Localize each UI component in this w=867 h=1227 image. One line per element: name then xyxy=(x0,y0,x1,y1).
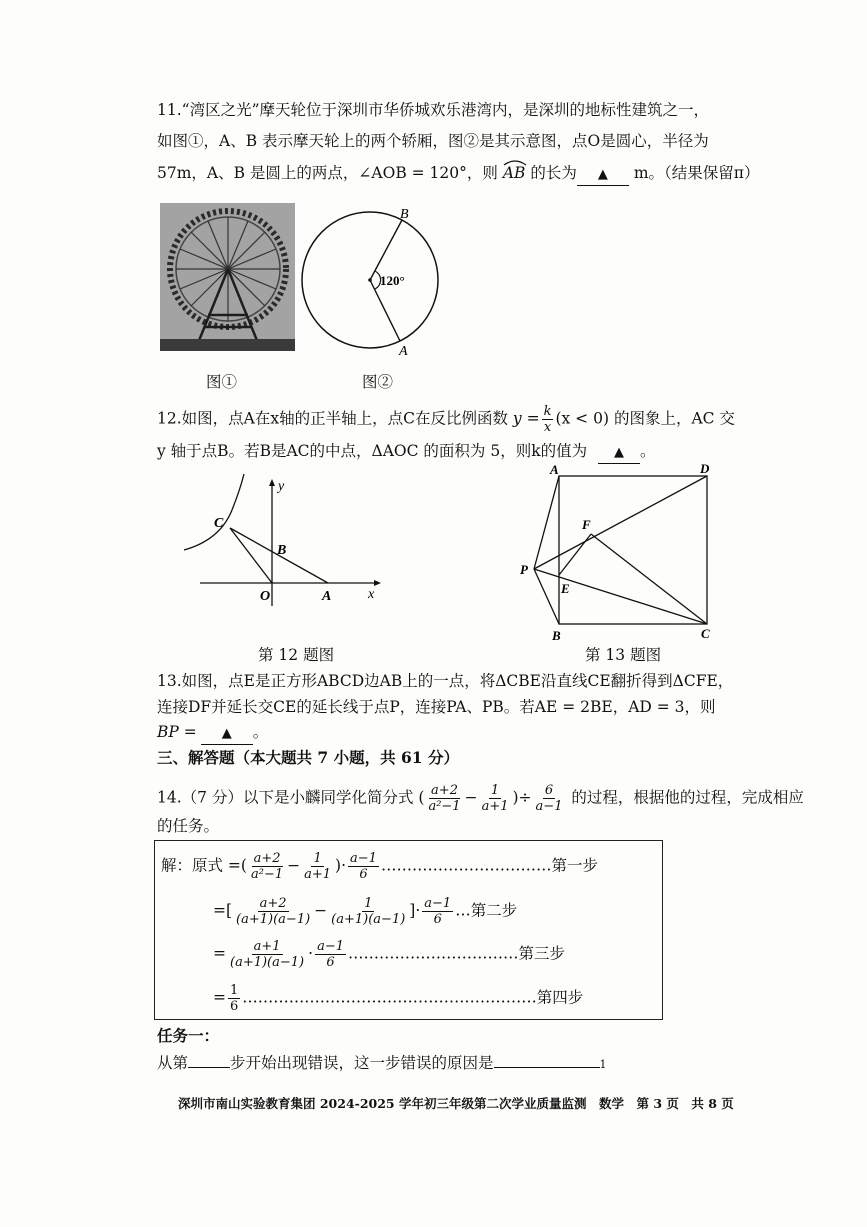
q11-line3-c: m。（结果保留π） xyxy=(633,164,760,182)
q12-line2: y 轴于点B。若B是AC的中点，ΔAOC 的面积为 5，则k的值为 ▲ 。 xyxy=(157,441,656,464)
task-one-title: 任务一： xyxy=(157,1026,220,1045)
q11-line3-b: 的长为 xyxy=(530,164,577,182)
q13-line1: 13.如图，点E是正方形ABCD边AB上的一点，将ΔCBE沿直线CE翻折得到ΔCFE， xyxy=(157,672,734,690)
q11-line3 xyxy=(157,163,759,186)
fig12-label-b: B xyxy=(277,543,287,558)
q14-frac1: $\frac{a+2}{\text{a²−1}}$ xyxy=(428,783,461,814)
fig13-label-b: B xyxy=(552,628,561,643)
task-reason-blank[interactable] xyxy=(494,1067,600,1068)
fig13-label-e: E xyxy=(561,581,570,596)
q12-line1-b: 的图象上，AC 交 xyxy=(613,409,735,428)
task-line-a: 从第 xyxy=(157,1054,189,1072)
fig13-label-c: C xyxy=(701,626,710,641)
fig13-caption: 第 13 题图 xyxy=(585,646,662,664)
step2-label: 第二步 xyxy=(470,901,518,920)
ferris-wheel-photo xyxy=(160,203,295,351)
fig1-caption: 图① xyxy=(206,373,238,391)
q14-line1: 14.（7 分）以下是小麟同学化简分式 ( $\frac{a+2}{\text{a²−1}}$ − $\frac{1}{a+1}$ )÷ $\frac{6}{a-1}$ 的过程，根据他的过程，完成相应 xyxy=(157,783,804,814)
q14-frac2: $\frac{1}{a+1}$ xyxy=(481,783,509,814)
q12-line2-text: y 轴于点B。若B是AC的中点，ΔAOC 的面积为 5，则k的值为 xyxy=(157,442,588,460)
fig13-label-p: P xyxy=(520,562,528,577)
q13-line2: 连接DF并延长交CE的延长线于点P，连接PA、PB。若AE = 2BE，AD = 3，则 xyxy=(157,698,716,716)
q14-intro-end: 的过程，根据他的过程，完成相应 xyxy=(571,788,804,807)
q13-answer-blank[interactable]: ▲ xyxy=(201,722,253,745)
fig12-label-a: A xyxy=(322,589,332,604)
fig12-caption: 第 12 题图 xyxy=(258,646,335,664)
q11-line3-a: 57m，A、B 是圆上的两点，∠AOB = 120°，则 xyxy=(157,164,498,182)
task-one-line xyxy=(157,1053,607,1075)
q11-line2: 如图①，A、B 表示摩天轮上的两个轿厢，图②是其示意图，点O是圆心，半径为 xyxy=(157,132,709,150)
step1-label: 第一步 xyxy=(551,856,598,875)
solution-prefix: 解：原式 = xyxy=(161,856,241,875)
task-line-b: 步开始出现错误，这一步错误的原因是 xyxy=(230,1054,494,1072)
task-step-blank[interactable] xyxy=(188,1067,230,1068)
angle-label: 120° xyxy=(380,273,405,288)
q14-line2: 的任务。 xyxy=(157,817,220,835)
q12-answer-blank[interactable]: ▲ xyxy=(598,441,640,464)
func-condition: (x < 0) xyxy=(555,409,609,428)
fig2-caption: 图② xyxy=(362,373,394,391)
func-lhs: y = xyxy=(512,409,540,428)
q12-line1 xyxy=(157,404,735,435)
arc-symbol xyxy=(502,158,528,166)
solution-step1: 解：原式 =( $\frac{a+2}{\text{a²−1}}$ − $\frac{1}{a+1}$ )· $\frac{a-1}{6}$ ……………………………第一步 xyxy=(161,851,598,882)
func-fraction: $\frac{k}{x}$ xyxy=(543,404,552,435)
q12-line1-a: 12.如图，点A在x轴的正半轴上，点C在反比例函数 xyxy=(157,409,508,428)
fig13-label-f: F xyxy=(582,517,591,532)
task-line-end: 1 xyxy=(599,1058,607,1071)
fig12-label-o: O xyxy=(260,589,271,604)
q14-frac3: $\frac{6}{a-1}$ xyxy=(535,783,563,814)
point-a-label: A xyxy=(399,344,408,359)
fig13-label-d: D xyxy=(700,461,710,476)
fig13-label-a: A xyxy=(550,462,559,477)
section-3-heading: 三、解答题（本大题共 7 小题，共 61 分） xyxy=(157,748,459,767)
q11-answer-blank[interactable]: ▲ xyxy=(577,163,629,186)
solution-step4: = $\frac{1}{6}$ …………………………………………………第四步 xyxy=(213,983,584,1014)
q11-line1: 11.“湾区之光”摩天轮位于深圳市华侨城欢乐港湾内，是深圳的地标性建筑之一， xyxy=(157,101,710,119)
q11-arc-ab: AB xyxy=(503,163,526,183)
solution-box xyxy=(154,840,663,1020)
solution-step2: =[ $\frac{a+2}{(a+1)(a-1)}$ − $\frac{1}{(a+1)(a-1)}$ ]· $\frac{a-1}{6}$ …第二步 xyxy=(213,896,518,927)
step3-label: 第三步 xyxy=(518,944,565,963)
circle-diagram xyxy=(298,200,448,360)
fig12-label-y: y xyxy=(278,479,285,494)
fig12-diagram xyxy=(180,470,390,610)
step4-label: 第四步 xyxy=(536,988,584,1007)
fig12-label-x: x xyxy=(368,587,375,602)
fig12-label-c: C xyxy=(214,516,224,531)
solution-step3: = $\frac{a+1}{(a+1)(a-1)}$ · $\frac{a-1}{6}$ ……………………………第三步 xyxy=(213,939,565,970)
q14-intro: 14.（7 分）以下是小麟同学化简分式 xyxy=(157,788,414,807)
fig13-diagram xyxy=(512,460,717,645)
q13-bp-label: BP = xyxy=(157,723,197,741)
q13-line3: BP = ▲ 。 xyxy=(157,722,268,745)
point-b-label: B xyxy=(400,207,409,222)
page-footer: 深圳市南山实验教育集团 2024-2025 学年初三年级第二次学业质量监测 数学 第 3 页 共 8 页 xyxy=(178,1096,734,1111)
